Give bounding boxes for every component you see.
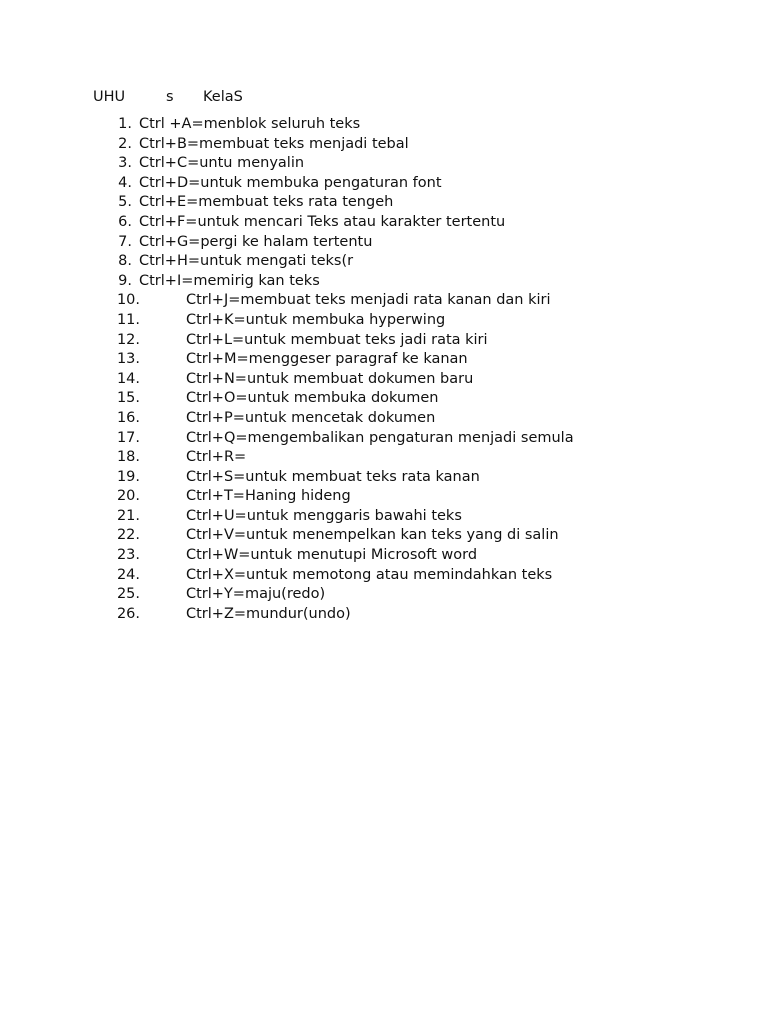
item-text: Ctrl+R= bbox=[186, 449, 247, 466]
item-number: 19. bbox=[116, 468, 140, 485]
list-item bbox=[0, 193, 768, 213]
item-text: Ctrl+W=untuk menutupi Microsoft word bbox=[186, 547, 478, 564]
list-item bbox=[0, 350, 768, 370]
item-number: 10. bbox=[116, 292, 140, 309]
item-text: Ctrl+K=untuk membuka hyperwing bbox=[186, 311, 446, 328]
item-number: 24. bbox=[116, 566, 140, 583]
item-number: 8. bbox=[118, 253, 132, 270]
item-text: Ctrl+N=untuk membuat dokumen baru bbox=[186, 370, 474, 387]
list-item bbox=[0, 272, 768, 292]
item-number: 18. bbox=[116, 449, 140, 466]
item-text: Ctrl+S=untuk membuat teks rata kanan bbox=[186, 468, 480, 485]
item-number: 22. bbox=[116, 527, 140, 544]
list-item bbox=[0, 331, 768, 351]
list-item bbox=[0, 605, 768, 625]
item-number: 20. bbox=[116, 488, 140, 505]
item-number: 16. bbox=[116, 409, 140, 426]
item-number: 4. bbox=[118, 174, 132, 191]
item-text: Ctrl+U=untuk menggaris bawahi teks bbox=[186, 507, 462, 524]
item-text: Ctrl+Z=mundur(undo) bbox=[186, 605, 351, 622]
item-number: 7. bbox=[118, 233, 132, 250]
item-text: Ctrl+L=untuk membuat teks jadi rata kiri bbox=[186, 331, 488, 348]
list-item bbox=[0, 546, 768, 566]
list-item bbox=[0, 154, 768, 174]
item-number: 3. bbox=[118, 155, 132, 172]
header-text-uhu: UHU bbox=[93, 89, 126, 105]
list-item bbox=[0, 174, 768, 194]
list-item bbox=[0, 389, 768, 409]
item-text: Ctrl+G=pergi ke halam tertentu bbox=[139, 233, 373, 250]
list-item bbox=[0, 487, 768, 507]
item-text: Ctrl+M=menggeser paragraf ke kanan bbox=[186, 351, 468, 368]
item-number: 17. bbox=[116, 429, 140, 446]
list-item bbox=[0, 370, 768, 390]
item-text: Ctrl+X=untuk memotong atau memindahkan teks bbox=[186, 566, 553, 583]
item-number: 6. bbox=[118, 213, 132, 230]
list-item bbox=[0, 115, 768, 135]
item-text: Ctrl+P=untuk mencetak dokumen bbox=[186, 409, 436, 426]
item-number: 5. bbox=[118, 194, 132, 211]
list-item bbox=[0, 526, 768, 546]
item-number: 26. bbox=[116, 605, 140, 622]
item-text: Ctrl+B=membuat teks menjadi tebal bbox=[139, 135, 409, 152]
list-item bbox=[0, 252, 768, 272]
item-number: 14. bbox=[116, 370, 140, 387]
list-item bbox=[0, 135, 768, 155]
item-number: 25. bbox=[116, 586, 140, 603]
item-number: 12. bbox=[116, 331, 140, 348]
item-number: 23. bbox=[116, 547, 140, 564]
header-text-s: s bbox=[166, 89, 174, 105]
list-item bbox=[0, 409, 768, 429]
item-number: 1. bbox=[118, 116, 132, 132]
list-item bbox=[0, 566, 768, 586]
item-number: 15. bbox=[116, 390, 140, 407]
list-item bbox=[0, 448, 768, 468]
item-number: 9. bbox=[118, 272, 132, 289]
list-item bbox=[0, 291, 768, 311]
item-text: Ctrl+V=untuk menempelkan kan teks yang di salin bbox=[186, 527, 559, 544]
item-text: Ctrl+C=untu menyalin bbox=[139, 155, 305, 172]
header-text-kelas: KelaS bbox=[203, 89, 243, 105]
list-item bbox=[0, 468, 768, 488]
item-text: Ctrl+F=untuk mencari Teks atau karakter tertentu bbox=[139, 213, 506, 230]
item-number: 21. bbox=[116, 507, 140, 524]
item-number: 11. bbox=[116, 311, 140, 328]
item-text: Ctrl +A=menblok seluruh teks bbox=[139, 116, 361, 132]
item-text: Ctrl+Q=mengembalikan pengaturan menjadi semula bbox=[186, 429, 574, 446]
list-item bbox=[0, 507, 768, 527]
item-text: Ctrl+D=untuk membuka pengaturan font bbox=[139, 174, 442, 191]
list-item bbox=[0, 429, 768, 449]
item-text: Ctrl+H=untuk mengati teks(r bbox=[139, 253, 354, 270]
item-text: Ctrl+O=untuk membuka dokumen bbox=[186, 390, 439, 407]
list-item bbox=[0, 585, 768, 605]
shortcut-list bbox=[0, 115, 768, 624]
item-text: Ctrl+E=membuat teks rata tengeh bbox=[139, 194, 394, 211]
item-text: Ctrl+J=membuat teks menjadi rata kanan dan kiri bbox=[186, 292, 551, 309]
item-text: Ctrl+I=memirig kan teks bbox=[139, 272, 320, 289]
list-item bbox=[0, 311, 768, 331]
item-text: Ctrl+T=Haning hideng bbox=[186, 488, 351, 505]
list-item bbox=[0, 213, 768, 233]
item-number: 2. bbox=[118, 135, 132, 152]
list-item bbox=[0, 233, 768, 253]
item-number: 13. bbox=[116, 351, 140, 368]
item-text: Ctrl+Y=maju(redo) bbox=[186, 586, 326, 603]
